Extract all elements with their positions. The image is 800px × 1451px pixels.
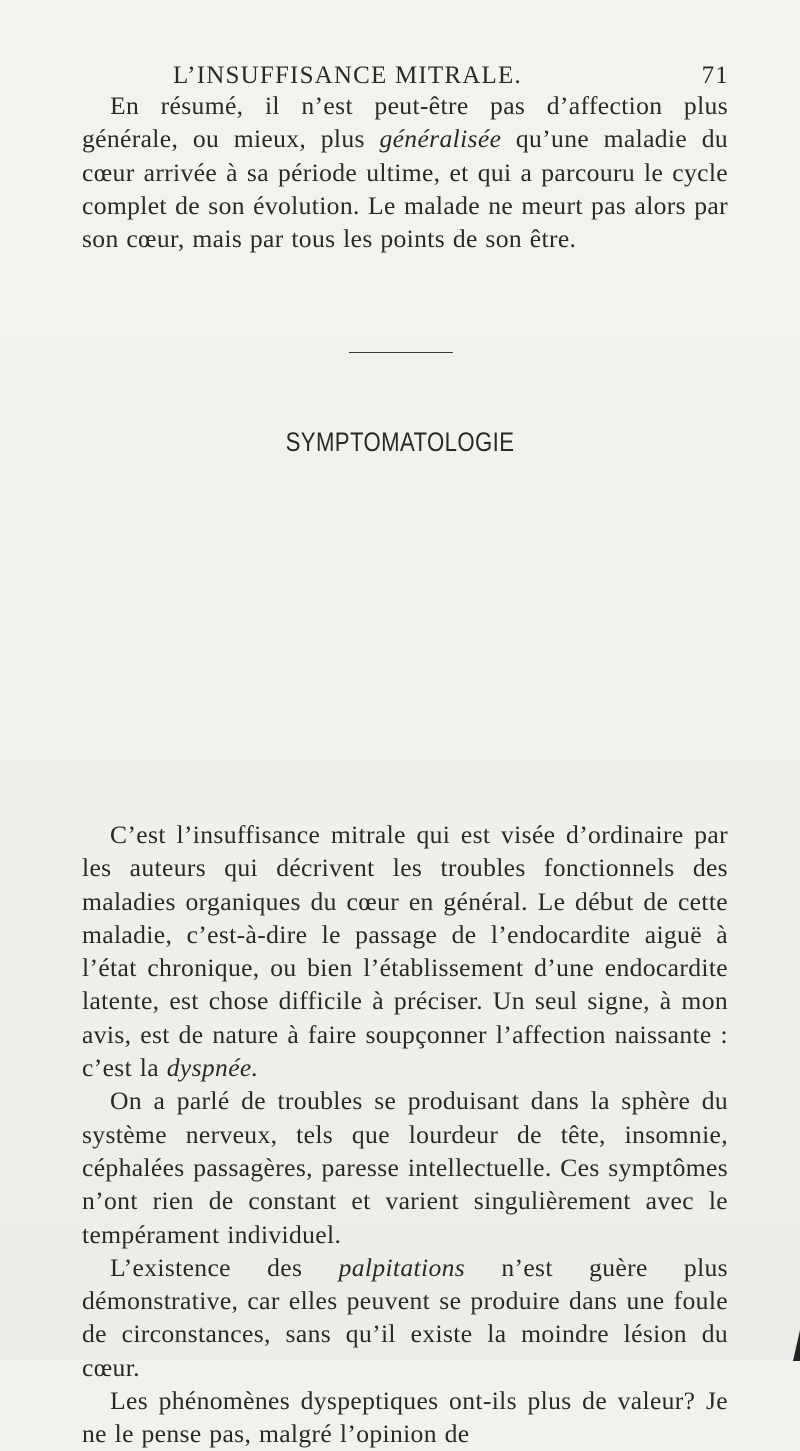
intro-text-after: qu’une maladie du cœur arrivée à sa période ultime, et qui a parcouru le cycle complet de son évolution. Le malade ne meurt pas alors par son cœur, mais par tous les points de son être.	[82, 124, 728, 254]
paragraph-1-text: C’est l’insuffisance mitrale qui est visée d’ordinaire par les auteurs qui décrivent les troubles fonctionnels des maladies organiques du cœur en général. Le début de cette maladie, c’est-à-dire le passage de l’endocardite aiguë à l’état chronique, ou bien l’établissement d’une endocardite latente, est chose difficile à préciser. Un seul signe, à mon avis, est de nature à faire soupçonner l’affection naissante : c’est la	[82, 820, 728, 1083]
paragraph-4: Les phénomènes dyspeptiques ont-ils plus de valeur? Je ne le pense pas, malgré l’opinion de	[82, 1386, 728, 1449]
section-heading: SYMPTOMATOLOGIE	[285, 427, 515, 457]
intro-emphasis: généralisée	[379, 124, 502, 154]
paragraph-3	[82, 1251, 728, 1384]
page-number: 71	[701, 62, 729, 89]
intro-paragraph	[82, 89, 728, 255]
page-edge-mark	[793, 1330, 800, 1361]
running-head-title: L’INSUFFISANCE MITRALE.	[173, 62, 522, 89]
intro-paragraph-block	[82, 89, 728, 255]
intro-text-before: En résumé, il n’est peut-être pas d’affection plus générale, ou mieux, plus	[82, 91, 728, 154]
paragraph-3-emphasis: palpitations	[338, 1252, 466, 1282]
paragraph-3-text-after: n’est guère plus démonstrative, car elles peuvent se produire dans une foule de circonstances, sans qu’il existe la moindre lésion du cœur.	[82, 1252, 728, 1382]
paragraph-3-text-before: L’existence des	[110, 1252, 339, 1282]
section-divider	[349, 352, 453, 353]
paragraph-2: On a parlé de troubles se produisant dans la sphère du système nerveux, tels que lourdeur de tête, insomnie, céphalées passagères, paresse intellectuelle. Ces symptômes n’ont rien de constant et varient singulièrement avec le tempérament individuel.	[82, 1086, 728, 1249]
paragraph-1	[82, 818, 728, 1084]
paragraph-1-emphasis: dyspnée.	[166, 1053, 259, 1083]
body-text-block	[82, 818, 728, 1451]
